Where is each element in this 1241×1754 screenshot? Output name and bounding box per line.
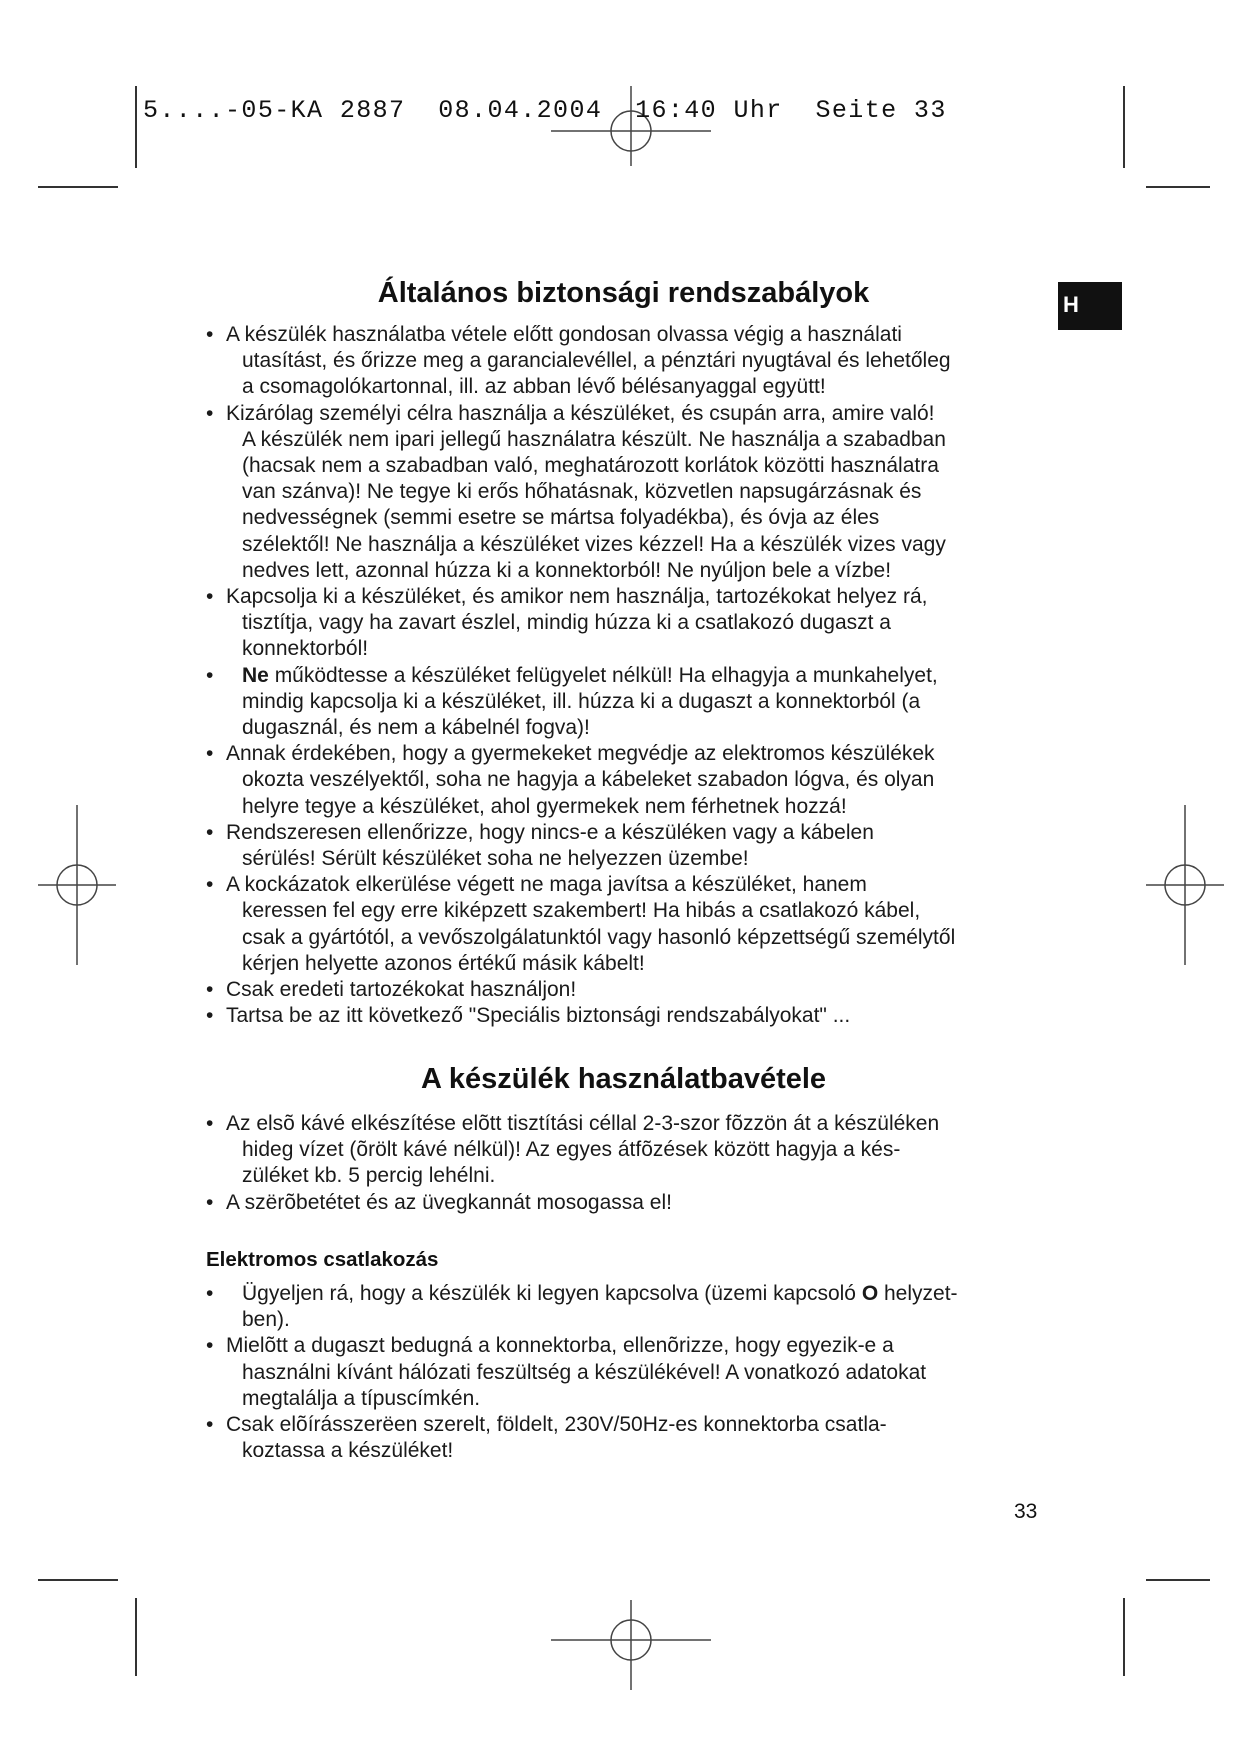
- text-run: megtalálja a típuscímkén.: [242, 1386, 481, 1410]
- list-bullet: •: [206, 663, 214, 687]
- language-tab-h: H: [1058, 282, 1122, 330]
- list-bullet: •: [206, 1190, 214, 1214]
- text-run: ben).: [242, 1308, 290, 1332]
- text-run: mindig kapcsolja ki a készüléket, ill. húzza ki a dugaszt a konnektorból (a: [242, 689, 921, 713]
- text-run: Rendszeresen ellenőrizze, hogy nincs-e a készüléken vagy a kábelen: [226, 820, 874, 844]
- list-bullet: •: [206, 820, 214, 844]
- text-run: A készülék használatba vétele előtt gondosan olvassa végig a használati: [226, 323, 902, 346]
- text-run: van szánva)! Ne tegye ki erős hőhatásnak, közvetlen napsugárzásnak és: [242, 480, 922, 504]
- text-run: Kizárólag személyi célra használja a készüléket, és csupán arra, amire való!: [226, 401, 935, 425]
- registration-mark-left: [38, 805, 116, 965]
- text-run: Kapcsolja ki a készüléket, és amikor nem használja, tartozékokat helyez rá,: [226, 585, 928, 608]
- text-run: Mielõtt a dugaszt bedugná a konnektorba, ellenõrizze, hogy egyezik-e a: [226, 1334, 894, 1358]
- text-run: Tartsa be az itt következő "Speciális biztonsági rendszabályokat" ...: [226, 1004, 851, 1028]
- list-bullet: •: [206, 585, 214, 608]
- print-job-slug: 5....-05-KA 2887 08.04.2004 16:40 Uhr Seite 33: [143, 96, 947, 125]
- list-bullet: •: [206, 873, 214, 897]
- bold-lead-word: Ne: [242, 663, 269, 687]
- text-run: keressen fel egy erre kiképzett szakembert! Ha hibás a csatlakozó kábel,: [242, 899, 921, 923]
- text-run: Csak eredeti tartozékokat használjon!: [226, 978, 577, 1001]
- list-bullet: •: [206, 1112, 214, 1135]
- registration-mark-bottom: [551, 1600, 711, 1690]
- text-run: (hacsak nem a szabadban való, meghatározott korlátok közötti használatra: [242, 454, 939, 477]
- text-run: Ügyeljen rá, hogy a készülék ki legyen kapcsolva (üzemi kapcsoló: [242, 1282, 862, 1305]
- text-run: működtesse a készüléket felügyelet nélkül! Ha elhagyja a munkahelyet,: [268, 663, 938, 687]
- text-run: helyre tegye a készüléket, ahol gyermekek nem férhetnek hozzá!: [242, 794, 847, 818]
- list-bullet: •: [206, 1413, 214, 1436]
- text-run: Annak érdekében, hogy a gyermekeket megvédje az elektromos készülékek: [226, 742, 935, 766]
- text-run: utasítást, és őrizze meg a garancialevéllel, a pénztári nyugtával és lehetőleg: [242, 349, 951, 373]
- text-run: züléket kb. 5 percig lehélni.: [242, 1164, 496, 1188]
- text-run: Az elsõ kávé elkészítése elõtt tisztítási céllal 2-3-szor fõzzön át a készüléken: [226, 1112, 940, 1135]
- list-bullet: •: [206, 1004, 214, 1028]
- text-run: okozta veszélyektől, soha ne hagyja a kábeleket szabadon lógva, és olyan: [242, 768, 935, 792]
- text-run: dugasznál, és nem a kábelnél fogva)!: [242, 716, 590, 739]
- text-run: használni kívánt hálózati feszültség a készülékével! A vonatkozó adatokat: [242, 1360, 927, 1384]
- text-run: tisztítja, vagy ha zavart észlel, mindig húzza ki a csatlakozó dugaszt a: [242, 611, 891, 635]
- list-bullet: •: [206, 1334, 214, 1358]
- registration-mark-right: [1146, 805, 1224, 965]
- text-run: a csomagolókartonnal, ill. az abban lévő bélésanyaggal együtt!: [242, 375, 826, 399]
- text-run: A készülék nem ipari jellegű használatra készült. Ne használja a szabadban: [242, 427, 946, 451]
- text-run: nedves lett, azonnal húzza ki a konnektorból! Ne nyúljon bele a vízbe!: [242, 558, 892, 582]
- list-bullet: •: [206, 401, 214, 425]
- text-run: koztassa a készüléket!: [242, 1439, 454, 1463]
- text-run: helyzet-: [878, 1282, 958, 1305]
- bold-switch-label: O: [861, 1282, 879, 1305]
- text-run: Csak elõírásszerëen szerelt, földelt, 230V/50Hz-es konnektorba csatla-: [226, 1413, 887, 1436]
- text-run: hideg vízet (õrölt kávé nélkül)! Az egyes átfõzések között hagyja a kés-: [242, 1138, 901, 1162]
- text-run: csak a gyártótól, a vevőszolgálatunktól vagy hasonló képzettségű személytől: [242, 925, 956, 949]
- section-title-first-use: A készülék használatbavétele: [420, 1063, 827, 1095]
- text-run: nedvességnek (semmi esetre se mártsa folyadékba), és óvja az éles: [242, 506, 880, 530]
- list-bullet: •: [206, 1282, 214, 1305]
- list-bullet: •: [206, 742, 214, 766]
- section-title-general-safety: Általános biztonsági rendszabályok: [377, 277, 870, 309]
- text-run: kérjen helyette azonos értékű másik kábelt!: [242, 951, 645, 975]
- text-run: A kockázatok elkerülése végett ne maga javítsa a készüléket, hanem: [226, 873, 867, 897]
- page-number: 33: [1014, 1500, 1038, 1523]
- subsection-title-electrical-connection: Elektromos csatlakozás: [206, 1248, 439, 1271]
- text-run: konnektorból!: [242, 637, 369, 661]
- text-run: A szërõbetétet és az üvegkannát mosogassa el!: [226, 1190, 672, 1214]
- text-run: sérülés! Sérült készüléket soha ne helyezzen üzembe!: [242, 847, 749, 870]
- text-run: szélektől! Ne használja a készüléket vizes kézzel! Ha a készülék vizes vagy: [242, 532, 946, 556]
- list-bullet: •: [206, 978, 214, 1001]
- list-bullet: •: [206, 323, 214, 346]
